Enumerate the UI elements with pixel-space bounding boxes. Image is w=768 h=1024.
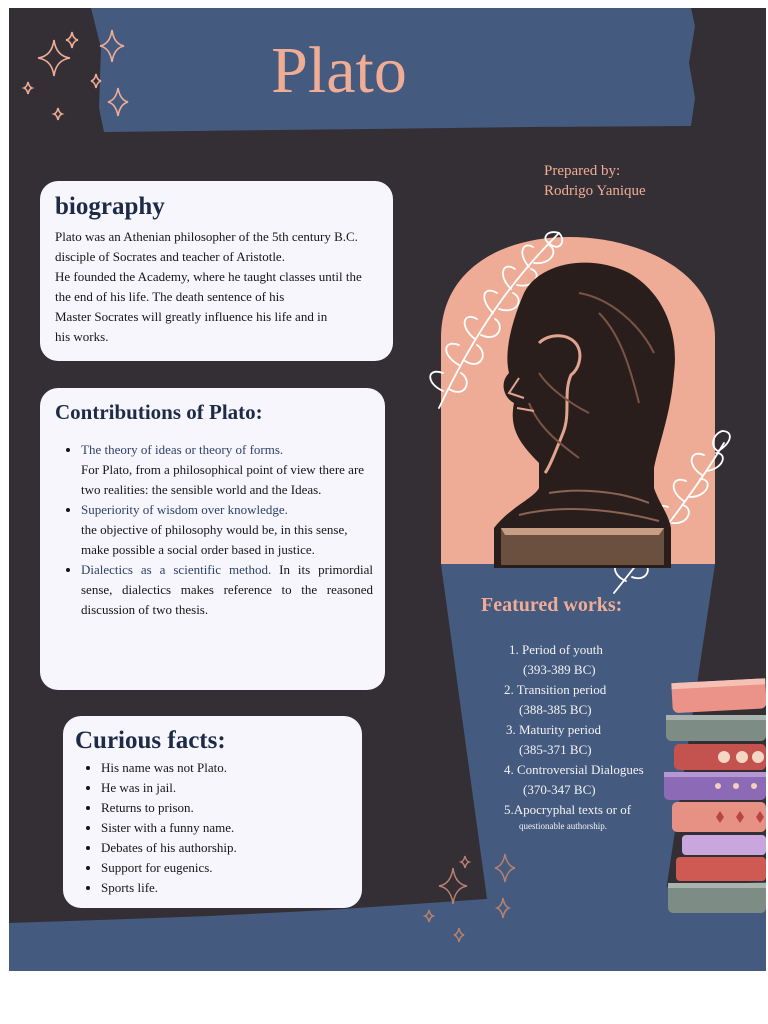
fact-item: • Sports life. [101, 878, 352, 898]
fact-item: • Support for eugenics. [101, 858, 352, 878]
contribution-title: The theory of ideas or theory of forms. [81, 442, 284, 457]
curious-facts-card [63, 716, 362, 908]
featured-works-list [499, 640, 644, 832]
contribution-item [81, 560, 373, 620]
work-dates: (393-389 BC) [523, 662, 596, 677]
contributions-card [40, 388, 385, 690]
contribution-title: Dialectics as a scientific method. [81, 562, 272, 577]
author-name: Rodrigo Yanique [544, 183, 646, 199]
fact-item: • He was in jail. [101, 778, 352, 798]
biography-line: Master Socrates will greatly influence his life and in [55, 309, 328, 324]
biography-line: his works. [55, 329, 109, 344]
biography-line: the end of his life. The death sentence of his [55, 289, 285, 304]
contribution-title: Superiority of wisdom over knowledge. [81, 502, 288, 517]
work-item: 4. Controversial Dialogues [504, 762, 644, 777]
contribution-text: the objective of philosophy would be, in this sense, make possible a social order based in justice. [81, 522, 348, 557]
contributions-heading: Contributions of Plato: [55, 400, 263, 424]
contribution-text: For Plato, from a philosophical point of view there are two realities: the sensible world and the Ideas. [81, 462, 365, 497]
sparkle-icon [54, 108, 62, 120]
work-dates: (388-385 BC) [519, 702, 592, 717]
contribution-text: In its primordial sense, dialectics makes reference to the reasoned discussion of two thesis. [81, 562, 373, 617]
sparkle-icon [461, 856, 469, 868]
work-item: 3. Maturity period [506, 722, 601, 737]
fact-item: • Debates of his authorship. [101, 838, 352, 858]
contribution-item [81, 440, 373, 500]
fact-item: • Returns to prison. [101, 798, 352, 818]
biography-line: He founded the Academy, where he taught classes until the [55, 269, 362, 284]
contribution-item [81, 500, 373, 560]
books-stack-image [664, 673, 766, 918]
page-title: Plato [271, 34, 407, 107]
curious-facts-list [75, 758, 352, 898]
prepared-by-label: Prepared by: [544, 163, 621, 179]
work-note: questionable authorship. [519, 821, 607, 831]
biography-line: disciple of Socrates and teacher of Aristotle. [55, 249, 285, 264]
work-item: 1. Period of youth [509, 642, 603, 657]
work-item: 2. Transition period [504, 682, 607, 697]
sparkle-icon [495, 854, 515, 882]
biography-card [40, 181, 393, 361]
sparkle-icon [425, 910, 433, 922]
plato-bust-image [479, 253, 689, 573]
fact-item: • Sister with a funny name. [101, 818, 352, 838]
biography-line: Plato was an Athenian philosopher of the 5th century B.C. [55, 229, 358, 244]
biography-text [55, 227, 395, 347]
work-dates: (370-347 BC) [523, 782, 596, 797]
sparkle-icon [497, 898, 509, 918]
work-dates: (385-371 BC) [519, 742, 592, 757]
contributions-list [55, 440, 373, 620]
sparkle-icon [439, 868, 467, 904]
fact-item: • His name was not Plato. [101, 758, 352, 778]
poster [9, 8, 766, 971]
work-item: 5.Apocryphal texts or of [504, 802, 632, 817]
featured-works-heading: Featured works: [481, 594, 623, 616]
curious-facts-heading: Curious facts: [75, 727, 226, 754]
sparkle-icon [454, 928, 464, 942]
prepared-by [544, 161, 646, 201]
biography-heading: biography [55, 193, 165, 220]
bottom-sparkle-icons [419, 848, 529, 958]
